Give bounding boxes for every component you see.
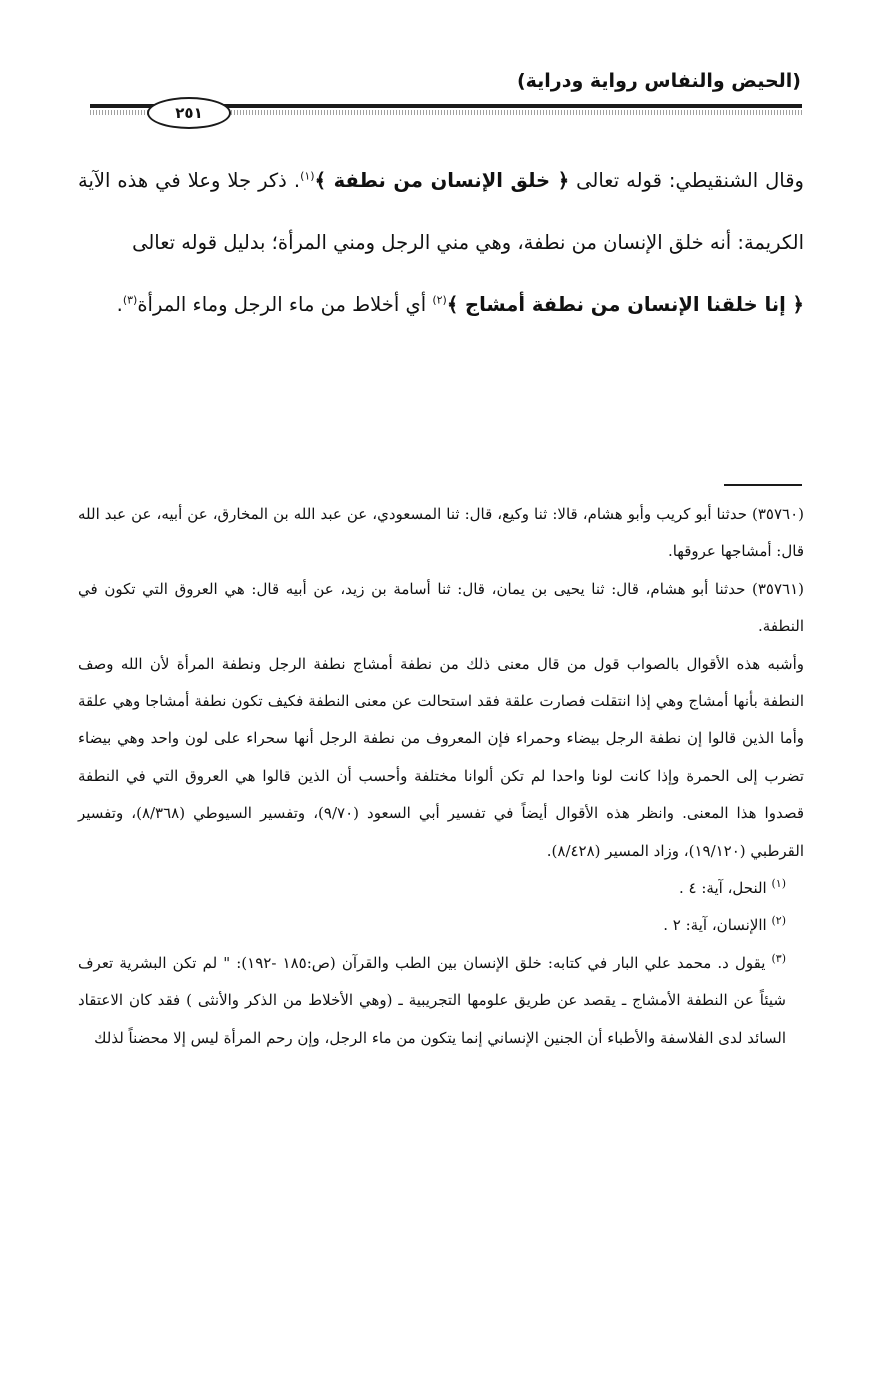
footnote-ref: (٣)	[122, 293, 138, 307]
page-number	[147, 97, 231, 129]
hadith-citation-1: (٣٥٧٦٠) حدثنا أبو كريب وأبو هشام، قالا: ثنا وكيع، قال: ثنا المسعودي، عن عبد الله بن المخارق، عن أبيه، عن عبد الله قال: أمشاجها عروقها.	[78, 505, 804, 561]
footnote-2	[78, 907, 804, 944]
footnote-ref: (٢)	[432, 293, 447, 307]
footnote-1	[78, 870, 804, 907]
footnote-number: (١)	[771, 877, 786, 891]
footnote-text: يقول د. محمد علي البار في كتابه: خلق الإنسان بين الطب والقرآن (ص:١٨٥ -١٩٢): " لم تكن البشرية تعرف شيئاً عن النطفة الأمشاج ـ يقصد عن طريق علومها التجريبية ـ (وهي الأخلاط من الذكر والأنثى ) فقد كان الاعتقاد السائد لدى الفلاسفة والأطباء أن الجنين الإنساني إنما يتكون من ماء الرجل، وإن رحم المرأة ليس إلا محضناً لذلك	[78, 953, 786, 1047]
main-text-span: وقال الشنقيطي: قوله تعالى	[569, 169, 804, 192]
hadith-citation-2: (٣٥٧٦١) حدثنا أبو هشام، قال: ثنا يحيى بن يمان، قال: ثنا أسامة بن زيد، عن أبيه قال: هي العروق التي تكون في النطفة.	[78, 579, 804, 636]
footnote-number: (٣)	[771, 951, 787, 965]
commentary-paragraph: وأشبه هذه الأقوال بالصواب قول من قال معنى ذلك من نطفة أمشاج نطفة الرجل ونطفة المرأة لأن الله وصف النطفة بأنها أمشاج وهي إذا انتقلت فصارت علقة فقد استحالت عن معنى النطفة فكيف تكون نطفة أمشاجا وهي علقة وأما الذين قالوا إن نطفة الرجل بيضاء وحمراء فإن المعروف من نطفة الرجل أنها سحراء على لون واحد وهي بيضاء تضرب إلى الحمرة وإذا كانت لونا واحدا لم تكن ألوانا مختلفة وأحسب أن الذين قالوا هي العروق التي في النطفة قصدوا هذا المعنى. وانظر هذه الأقوال أيضاً في تفسير أبي السعود (٩/٧٠)، وتفسير السيوطي (٨/٣٦٨)، وتفسير القرطبي (١٩/١٢٠)، وزاد المسير (٨/٤٢٨).	[78, 654, 805, 860]
main-text-span: أي أخلاط من ماء الرجل وماء المرأة	[137, 293, 433, 316]
main-text-span: .	[116, 293, 123, 316]
footnote-text: النحل، آية: ٤ .	[678, 879, 772, 898]
page-number-label: ٢٥١	[175, 104, 203, 122]
running-header-title: (الحيض والنفاس رواية ودراية)	[516, 70, 801, 92]
main-text-span: . ذكر جلا وعلا في هذه الآية الكريمة: أنه خلق الإنسان من نطفة، وهي مني الرجل ومني المرأة؛ بدليل قوله تعالى	[78, 169, 804, 254]
main-paragraph-2	[78, 274, 804, 336]
main-text	[78, 150, 804, 336]
main-paragraph-1	[78, 150, 804, 274]
footnote-separator	[724, 484, 802, 486]
footnote-ref: (١)	[300, 169, 315, 183]
footnotes-section	[78, 496, 804, 1057]
footnote-3	[78, 945, 804, 1057]
footnote-text: االإنسان، آية: ٢ .	[663, 916, 772, 935]
quran-quote: ﴿ إنا خلقنا الإنسان من نطفة أمشاج ﴾	[446, 293, 804, 316]
quran-quote: ﴿ خلق الإنسان من نطفة ﴾	[314, 169, 570, 192]
footnote-number: (٢)	[771, 914, 786, 928]
